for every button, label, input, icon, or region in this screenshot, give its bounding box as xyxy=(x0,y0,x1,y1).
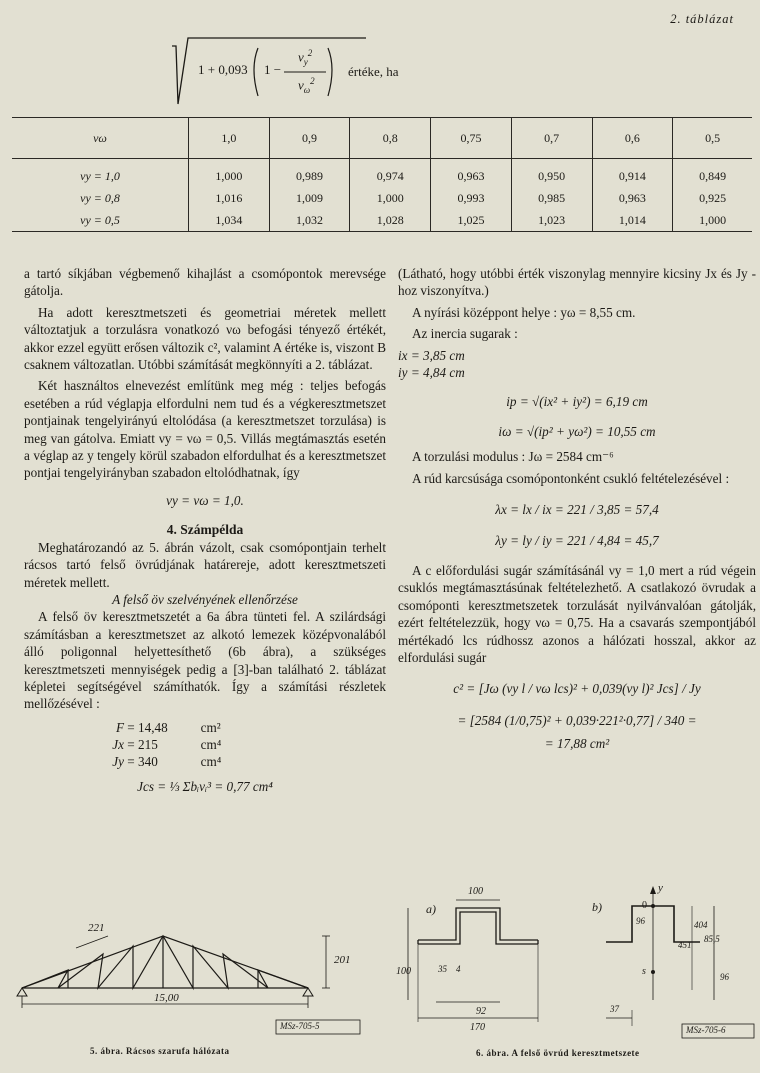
row-label: νy = 1,0 xyxy=(80,168,120,183)
dim-label: 96 xyxy=(636,916,645,926)
table-row xyxy=(12,209,752,232)
col-header: 0,9 xyxy=(269,118,350,159)
point-label: 0 xyxy=(642,900,647,911)
dim-label: 201 xyxy=(334,954,351,966)
point-label: s xyxy=(642,966,646,977)
dim-label: 4 xyxy=(456,964,461,974)
figure-6 xyxy=(396,880,760,1068)
col-header: 0,8 xyxy=(350,118,431,159)
paragraph: A torzulási modulus : Jω = 2584 cm⁻⁶ xyxy=(412,449,614,465)
paragraph: Ha adott keresztmetszeti és geometriai méretek mellett változtatjuk a torzulásra vonatkozó νω befogási tényező értékét, akkor ezzel együtt erősen változik c², valamint A értéke is, viszont B csaknem változatlan. Utóbbi számítását megkönnyíti a 2. táblázat. xyxy=(24,304,386,373)
standard-stamp: MSz-705-5 xyxy=(280,1021,320,1031)
root-formula xyxy=(170,36,650,106)
table-cell: 0,985 xyxy=(511,187,592,209)
equation: iy = 4,84 cm xyxy=(398,365,465,381)
dim-label: 35 xyxy=(438,964,447,974)
paragraph: A nyírási középpont helye : yω = 8,55 cm. xyxy=(412,304,636,320)
equation: = [2584 (1/0,75)² + 0,039·221²·0,77] / 340 = xyxy=(457,712,697,728)
table-cell: 1,025 xyxy=(431,209,512,232)
equation-row: Jy = 340 cm⁴ xyxy=(112,753,222,769)
paragraph: A c előfordulási sugár számításánál νy = 1,0 mert a rúd végein csuklós megtámasztásúnak feltételezhető. A csatlakozó övrudak a csomóponti keresztmetszetek torzulását nyilvánvalóan gátolják, ezért feltételezzük, hogy νω = 0,75. Ha a csavarás szempontjából mértékadó lcs rúdhossz azonos a hálózati hosszal, akkor az elfordulási sugár xyxy=(398,562,756,665)
table-cell: 1,023 xyxy=(511,209,592,232)
formula-numerator: $\nu_y^2$ xyxy=(298,48,313,67)
col-header: 0,6 xyxy=(592,118,673,159)
col-header: 1,0 xyxy=(189,118,270,159)
paragraph: a tartó síkjában végbemenő kihajlást a csomópontok merevsége gátolja. xyxy=(24,266,386,299)
cross-section-diagram xyxy=(396,880,760,1068)
equation-row: F = 14,48 cm² xyxy=(115,719,221,735)
dim-label: 221 xyxy=(88,922,105,934)
subsection-heading: A felső öv szelvényének ellenőrzése xyxy=(112,591,298,607)
truss-diagram xyxy=(8,908,368,1068)
table-cell: 0,963 xyxy=(592,187,673,209)
paragraph: Az inercia sugarak : xyxy=(412,326,518,342)
equation: Jcs = ⅓ Σbᵢvᵢ³ = 0,77 cm⁴ xyxy=(137,778,273,794)
table-cell: 1,032 xyxy=(269,209,350,232)
table-cell: 1,000 xyxy=(189,159,270,188)
right-column xyxy=(398,265,756,753)
formula-term-1: 1 + 0,093 xyxy=(198,62,248,77)
dim-label: 100 xyxy=(396,966,411,977)
col-header: 0,7 xyxy=(511,118,592,159)
table-row xyxy=(12,187,752,209)
formula-term-2: 1 − xyxy=(264,62,282,77)
row-label: νy = 0,8 xyxy=(80,190,120,205)
table-cell: 0,963 xyxy=(431,159,512,188)
dim-label: 96 xyxy=(720,972,729,982)
section-properties xyxy=(84,719,386,770)
paragraph: (Látható, hogy utóbbi érték viszonylag mennyire kicsiny Jx és Jy -hoz viszonyítva.) xyxy=(398,266,756,299)
equation-row: Jx = 215 cm⁴ xyxy=(112,736,222,752)
dim-label: 100 xyxy=(468,886,483,897)
dim-label: 85,5 xyxy=(704,934,720,944)
equation: iω = √(ip² + yω²) = 10,55 cm xyxy=(498,423,656,439)
standard-stamp: MSz-705-6 xyxy=(686,1025,726,1035)
table-cell: 1,000 xyxy=(350,187,431,209)
table-corner: νω xyxy=(12,118,189,159)
left-column xyxy=(24,265,386,795)
paragraph: Meghatározandó az 5. ábrán vázolt, csak csomópontjain terhelt rácsos tartó felső övrúdjának határereje, adott keresztmetszeti méretek mellett. xyxy=(24,539,386,590)
table-cell: 0,925 xyxy=(673,187,752,209)
table-cell: 0,989 xyxy=(269,159,350,188)
equation: ip = √(ix² + iy²) = 6,19 cm xyxy=(506,394,648,410)
table-cell: 0,950 xyxy=(511,159,592,188)
dim-label: 92 xyxy=(476,1006,486,1017)
equation: = 17,88 cm² xyxy=(544,736,610,752)
table-cell: 0,849 xyxy=(673,159,752,188)
table-cell: 0,974 xyxy=(350,159,431,188)
paragraph: Két használtos elnevezést említünk meg még : teljes befogás esetében a rúd véglapja elfordulni nem tud és a végkeresztmetszet pontjainak tengelyirányú eltolódása (a keresztmetszet torzulása) is meg van gátolva. Emiatt νy = νω = 0,5. Villás megtámasztás esetén a véglap az y tengely körül szabadon elfordulhat és a keresztmetszet pontjai tengelyirányban szabadon eltolódhatnak, így xyxy=(24,378,386,481)
dim-label: 404 xyxy=(694,920,708,930)
dim-label: 37 xyxy=(610,1004,619,1014)
table-label: 2. táblázat xyxy=(670,12,734,26)
paragraph: A felső öv keresztmetszetét a 6a ábra tünteti fel. A szilárdsági számításban a keresztmetszet az alkotó lemezek középvonalából álló poligonnal helyettesíthető (6b ábra), a szükséges keresztmetszeti mennyiségek pedig a [3]-ban található 2. táblázat képletei segítségével számíthatók. Így a számítási részletek mellőzésével : xyxy=(24,609,386,712)
table-cell: 1,016 xyxy=(189,187,270,209)
nu-table xyxy=(12,117,752,232)
formula-suffix: értéke, ha xyxy=(348,64,399,79)
equation: c² = [Jω (νy l / νω lcs)² + 0,039(νy l)² Jcs] / Jy xyxy=(453,681,701,697)
col-header: 0,75 xyxy=(431,118,512,159)
equation: ix = 3,85 cm xyxy=(398,347,465,363)
figure-caption: 6. ábra. A felső övrúd keresztmetszete xyxy=(476,1048,640,1058)
formula-denominator: $\nu_\omega^2$ xyxy=(298,76,315,95)
section-heading: 4. Számpélda xyxy=(166,522,244,538)
equation: νy = νω = 1,0. xyxy=(166,492,244,508)
row-label: νy = 0,5 xyxy=(80,212,120,227)
table-cell: 1,028 xyxy=(350,209,431,232)
table-cell: 1,000 xyxy=(673,209,752,232)
table-cell: 1,009 xyxy=(269,187,350,209)
dim-label: 170 xyxy=(470,1022,485,1033)
paragraph: A rúd karcsúsága csomópontonként csukló feltételezésével : xyxy=(412,470,730,486)
table-cell: 1,014 xyxy=(592,209,673,232)
table-row xyxy=(12,159,752,188)
col-header: 0,5 xyxy=(673,118,752,159)
sub-label: a) xyxy=(426,902,436,916)
table-cell: 0,993 xyxy=(431,187,512,209)
figure-5 xyxy=(8,908,368,1068)
table-cell: 1,034 xyxy=(189,209,270,232)
equation: λy = ly / iy = 221 / 4,84 = 45,7 xyxy=(495,533,659,549)
dim-label: 451 xyxy=(678,940,692,950)
dim-label: 15,00 xyxy=(154,992,179,1004)
figure-caption: 5. ábra. Rácsos szarufa hálózata xyxy=(90,1046,230,1056)
axis-label: y xyxy=(658,882,663,894)
table-cell: 0,914 xyxy=(592,159,673,188)
sub-label: b) xyxy=(592,900,602,914)
equation: λx = lx / ix = 221 / 3,85 = 57,4 xyxy=(495,502,659,518)
